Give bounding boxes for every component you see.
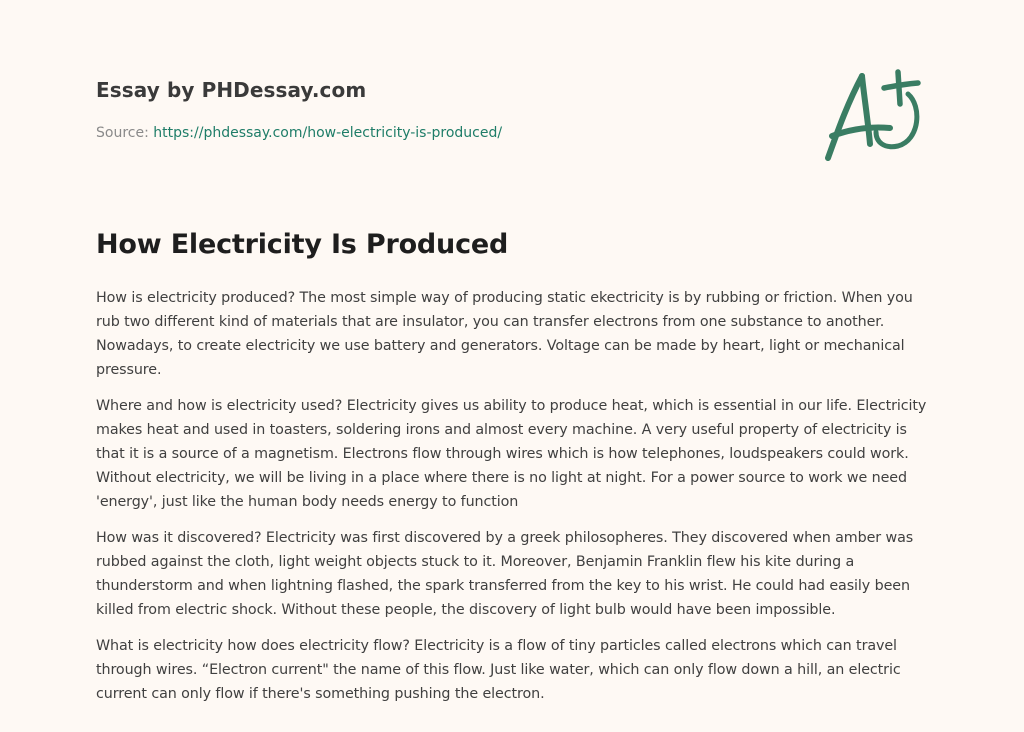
article-title: How Electricity Is Produced xyxy=(96,229,509,260)
page-header xyxy=(96,76,796,143)
article-paragraph: Where and how is electricity used? Electricity gives us ability to produce heat, which is essential in our life. Electricity makes heat and used in toasters, soldering irons and almost every machine. A very useful property of electricity is that it is a source of a magnetism. Electrons flow through wires which is how telephones, loudspeakers could work. Without electricity, we will be living in a place where there is no light at night. For a power source to work we need 'energy', just like the human body needs energy to function xyxy=(96,398,927,510)
a-plus-grade-icon xyxy=(818,66,930,164)
source-line xyxy=(96,123,796,143)
article-paragraph: How is electricity produced? The most simple way of producing static ekectricity is by rubbing or friction. When you rub two different kind of materials that are insulator, you can transfer electrons from one substance to another. Nowadays, to create electricity we use battery and generators. Voltage can be made by heart, light or mechanical pressure. xyxy=(96,290,913,378)
source-link[interactable]: https://phdessay.com/how-electricity-is-produced/ xyxy=(153,125,503,141)
source-label: Source: xyxy=(96,125,149,141)
article-body xyxy=(96,286,936,718)
article-paragraph: How was it discovered? Electricity was first discovered by a greek philosopheres. They discovered when amber was rubbed against the cloth, light weight objects stuck to it. Moreover, Benjamin Franklin flew his kite during a thunderstorm and when lightning flashed, the spark transferred from the key to his wrist. He could had easily been killed from electric shock. Without these people, the discovery of light bulb would have been impossible. xyxy=(96,530,914,618)
article-paragraph: What is electricity how does electricity flow? Electricity is a flow of tiny particles called electrons which can travel through wires. “Electron current" the name of this flow. Just like water, which can only flow down a hill, an electric current can only flow if there's something pushing the electron. xyxy=(96,638,901,702)
brand-title: Essay by PHDessay.com xyxy=(96,78,367,102)
